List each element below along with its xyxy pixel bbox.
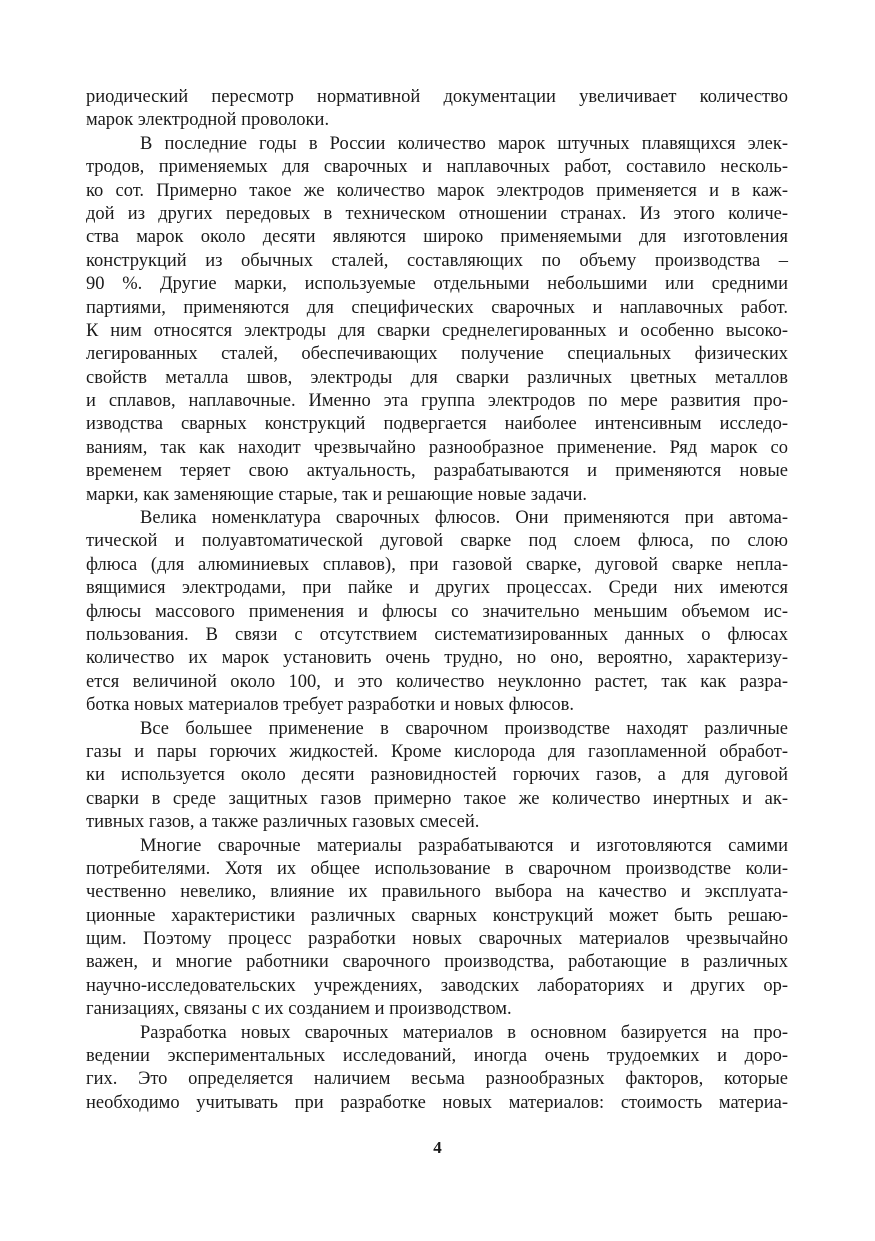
body-text — [86, 86, 788, 1115]
paragraph — [86, 507, 788, 718]
text-line: тивных газов, а также различных газовых смесей. — [86, 812, 480, 833]
text-line: вящимися электродами, при пайке и других процессах. Среди них имеются — [86, 578, 788, 599]
text-line: ведении экспериментальных исследований, иногда очень трудоемких и доро- — [86, 1046, 788, 1067]
text-line: изводства сварных конструкций подвергается наиболее интенсивным исследо- — [86, 414, 788, 435]
text-line: К ним относятся электроды для сварки среднелегированных и особенно высоко- — [86, 320, 788, 341]
text-line: конструкций из обычных сталей, составляющих по объему производства – — [86, 250, 788, 271]
text-line: гих. Это определяется наличием весьма разнообразных факторов, которые — [86, 1069, 788, 1090]
text-line: Велика номенклатура сварочных флюсов. Они применяются при автома- — [140, 508, 788, 529]
paragraph — [86, 133, 788, 507]
text-line: свойств металла швов, электроды для сварки различных цветных металлов — [86, 367, 788, 388]
text-line: В последние годы в России количество марок штучных плавящихся элек- — [140, 133, 788, 154]
text-line: флюсы массового применения и флюсы со значительно меньшим объемом ис- — [86, 601, 788, 622]
text-line: ется величиной около 100, и это количество неуклонно растет, так как разра- — [86, 671, 788, 692]
text-line: марки, как заменяющие старые, так и решающие новые задачи. — [86, 484, 587, 505]
text-line: важен, и многие работники сварочного производства, работающие в различных — [86, 952, 788, 973]
text-line: ганизациях, связаны с их созданием и производством. — [86, 999, 512, 1020]
text-line: ки используется около десяти разновидностей горючих газов, а для дуговой — [86, 765, 788, 786]
text-line: и сплавов, наплавочные. Именно эта группа электродов по мере развития про- — [86, 391, 788, 412]
text-line: чественно невелико, влияние их правильного выбора на качество и эксплуата- — [86, 882, 788, 903]
paragraph — [86, 1022, 788, 1116]
text-line: риодический пересмотр нормативной документации увеличивает количество — [86, 87, 788, 107]
text-line: 90 %. Другие марки, используемые отдельными небольшими или средними — [86, 274, 788, 295]
paragraph — [86, 86, 788, 133]
page-number: 4 — [433, 1138, 442, 1157]
text-line: сварки в среде защитных газов примерно такое же количество инертных и ак- — [86, 788, 788, 809]
text-line: ционные характеристики различных сварных конструкций может быть решаю- — [86, 905, 788, 926]
text-line: тической и полуавтоматической дуговой сварке под слоем флюса, по слою — [86, 531, 788, 552]
text-line: марок электродной проволоки. — [86, 110, 330, 131]
paragraph — [86, 718, 788, 835]
text-line: пользования. В связи с отсутствием систематизированных данных о флюсах — [86, 624, 788, 645]
paragraph — [86, 835, 788, 1022]
text-line: ваниям, так как находит чрезвычайно разнообразное применение. Ряд марок со — [86, 437, 788, 458]
text-line: легированных сталей, обеспечивающих получение специальных физических — [86, 344, 788, 365]
text-line: научно-исследовательских учреждениях, заводских лабораториях и других ор- — [86, 975, 788, 996]
text-line: Все большее применение в сварочном производстве находят различные — [140, 718, 788, 739]
text-line: временем теряет свою актуальность, разрабатываются и применяются новые — [86, 461, 788, 482]
text-line: Многие сварочные материалы разрабатываются и изготовляются самими — [140, 835, 788, 856]
text-line: флюса (для алюминиевых сплавов), при газовой сварке, дуговой сварке непла- — [86, 554, 788, 575]
text-line: количество их марок установить очень трудно, но оно, вероятно, характеризу- — [86, 648, 788, 669]
text-line: партиями, применяются для специфических сварочных и наплавочных работ. — [86, 297, 788, 318]
text-line: тродов, применяемых для сварочных и наплавочных работ, составило несколь- — [86, 157, 788, 178]
text-line: газы и пары горючих жидкостей. Кроме кислорода для газопламенной обработ- — [86, 741, 788, 762]
text-line: ко сот. Примерно такое же количество марок электродов применяется и в каж- — [86, 180, 788, 201]
text-line: дой из других передовых в техническом отношении странах. Из этого количе- — [86, 203, 788, 224]
text-line: щим. Поэтому процесс разработки новых сварочных материалов чрезвычайно — [86, 929, 788, 950]
text-line: ботка новых материалов требует разработки и новых флюсов. — [86, 695, 574, 716]
text-line: Разработка новых сварочных материалов в основном базируется на про- — [140, 1022, 788, 1043]
text-line: ства марок около десяти являются широко применяемыми для изготовления — [86, 227, 788, 248]
text-line: необходимо учитывать при разработке новых материалов: стоимость материа- — [86, 1092, 788, 1113]
text-line: потребителями. Хотя их общее использование в сварочном производстве коли- — [86, 858, 788, 879]
